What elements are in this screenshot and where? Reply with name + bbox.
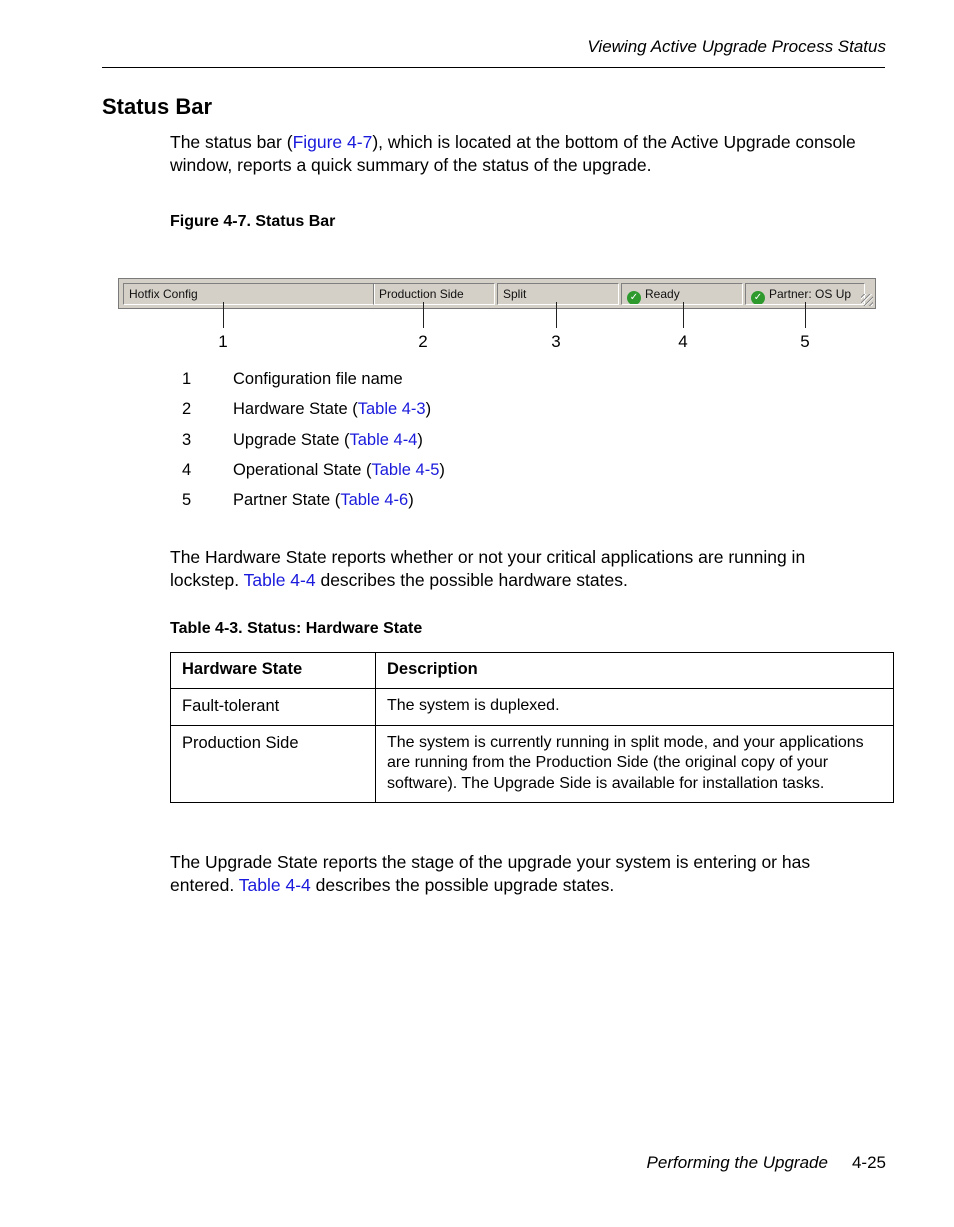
- table-header-row: [171, 653, 894, 689]
- legend-text: Partner State (Table 4-6): [233, 491, 414, 509]
- intro-paragraph: [170, 131, 870, 177]
- callout-line-2: [423, 302, 424, 328]
- table-cell: Fault-tolerant: [171, 689, 376, 726]
- table-4-3-link[interactable]: Table 4-3: [357, 400, 426, 419]
- table-cell: The system is currently running in split mode, and your applications are running from the Production Side (the original copy of your software). The Upgrade Side is available for installation tasks.: [376, 725, 894, 803]
- check-icon: ✓: [751, 291, 765, 305]
- running-header: Viewing Active Upgrade Process Status: [587, 37, 886, 56]
- footer-title: Performing the Upgrade: [646, 1153, 828, 1172]
- table-4-6-link[interactable]: Table 4-6: [340, 491, 409, 509]
- callout-line-3: [556, 302, 557, 328]
- page-footer: [647, 1153, 886, 1173]
- callout-number-5: 5: [800, 332, 810, 351]
- figure-4-7-link[interactable]: Figure 4-7: [292, 132, 373, 152]
- status-pane-label: Split: [503, 287, 527, 301]
- table-4-4-link[interactable]: Table 4-4: [349, 430, 418, 449]
- hardware-state-paragraph: The Hardware State reports whether or not your critical applications are running in lockstep. Table 4-4 describes the possible hardware states.: [170, 547, 806, 590]
- section-heading: Status Bar: [102, 94, 213, 119]
- status-pane-label: Ready: [645, 287, 680, 301]
- table-caption: Table 4-3. Status: Hardware State: [170, 620, 423, 637]
- check-icon: ✓: [627, 291, 641, 305]
- figure-caption: Figure 4-7. Status Bar: [170, 213, 336, 230]
- legend-number: 3: [182, 430, 192, 449]
- column-header: Description: [376, 653, 894, 689]
- upgrade-state-paragraph: The Upgrade State reports the stage of the upgrade your system is entering or has entered. Table 4-4 describes the possible upgrade states.: [170, 852, 811, 895]
- callout-number-2: 2: [418, 332, 428, 351]
- table-cell: Production Side: [171, 725, 376, 803]
- status-pane-operational: [621, 283, 743, 305]
- resize-grip-icon: [861, 294, 873, 306]
- table-4-4-link[interactable]: Table 4-4: [238, 875, 311, 895]
- status-bar-figure: [118, 278, 876, 309]
- table-row: [171, 689, 894, 726]
- legend-text: Upgrade State (Table 4-4): [233, 430, 423, 449]
- legend-text: Hardware State (Table 4-3): [233, 400, 432, 419]
- status-pane-config: [123, 283, 375, 305]
- hardware-state-table: [170, 652, 894, 803]
- callout-number-3: 3: [551, 332, 561, 351]
- header-rule: [102, 67, 885, 68]
- status-pane-label: Hotfix Config: [129, 287, 198, 301]
- legend-number: 2: [182, 400, 192, 419]
- callout-number-4: 4: [678, 332, 688, 351]
- table-4-4-link[interactable]: Table 4-4: [243, 570, 316, 590]
- callout-line-1: [223, 302, 224, 328]
- legend-text: Configuration file name: [233, 370, 403, 388]
- callout-line-4: [683, 302, 684, 328]
- status-pane-label: Production Side: [379, 287, 464, 301]
- page-number: 4-25: [851, 1153, 886, 1172]
- status-pane-hardware: [373, 283, 495, 305]
- callout-number-1: 1: [218, 332, 228, 351]
- column-header: Hardware State: [171, 653, 376, 689]
- table-4-5-link[interactable]: Table 4-5: [371, 460, 440, 479]
- status-pane-upgrade: [497, 283, 619, 305]
- intro-text-post: ), which is located at the bottom of the Active Upgrade console window, reports a quick summary of the status of the upgrade.: [170, 132, 856, 175]
- intro-text-pre: The status bar (: [170, 132, 293, 152]
- legend-number: 4: [182, 460, 192, 479]
- legend-text: Operational State (Table 4-5): [233, 460, 445, 479]
- table-row: [171, 725, 894, 803]
- callout-line-5: [805, 302, 806, 328]
- table-cell: The system is duplexed.: [376, 689, 894, 726]
- legend-number: 1: [182, 370, 192, 388]
- legend-number: 5: [182, 491, 192, 509]
- status-pane-label: Partner: OS Up: [769, 287, 852, 301]
